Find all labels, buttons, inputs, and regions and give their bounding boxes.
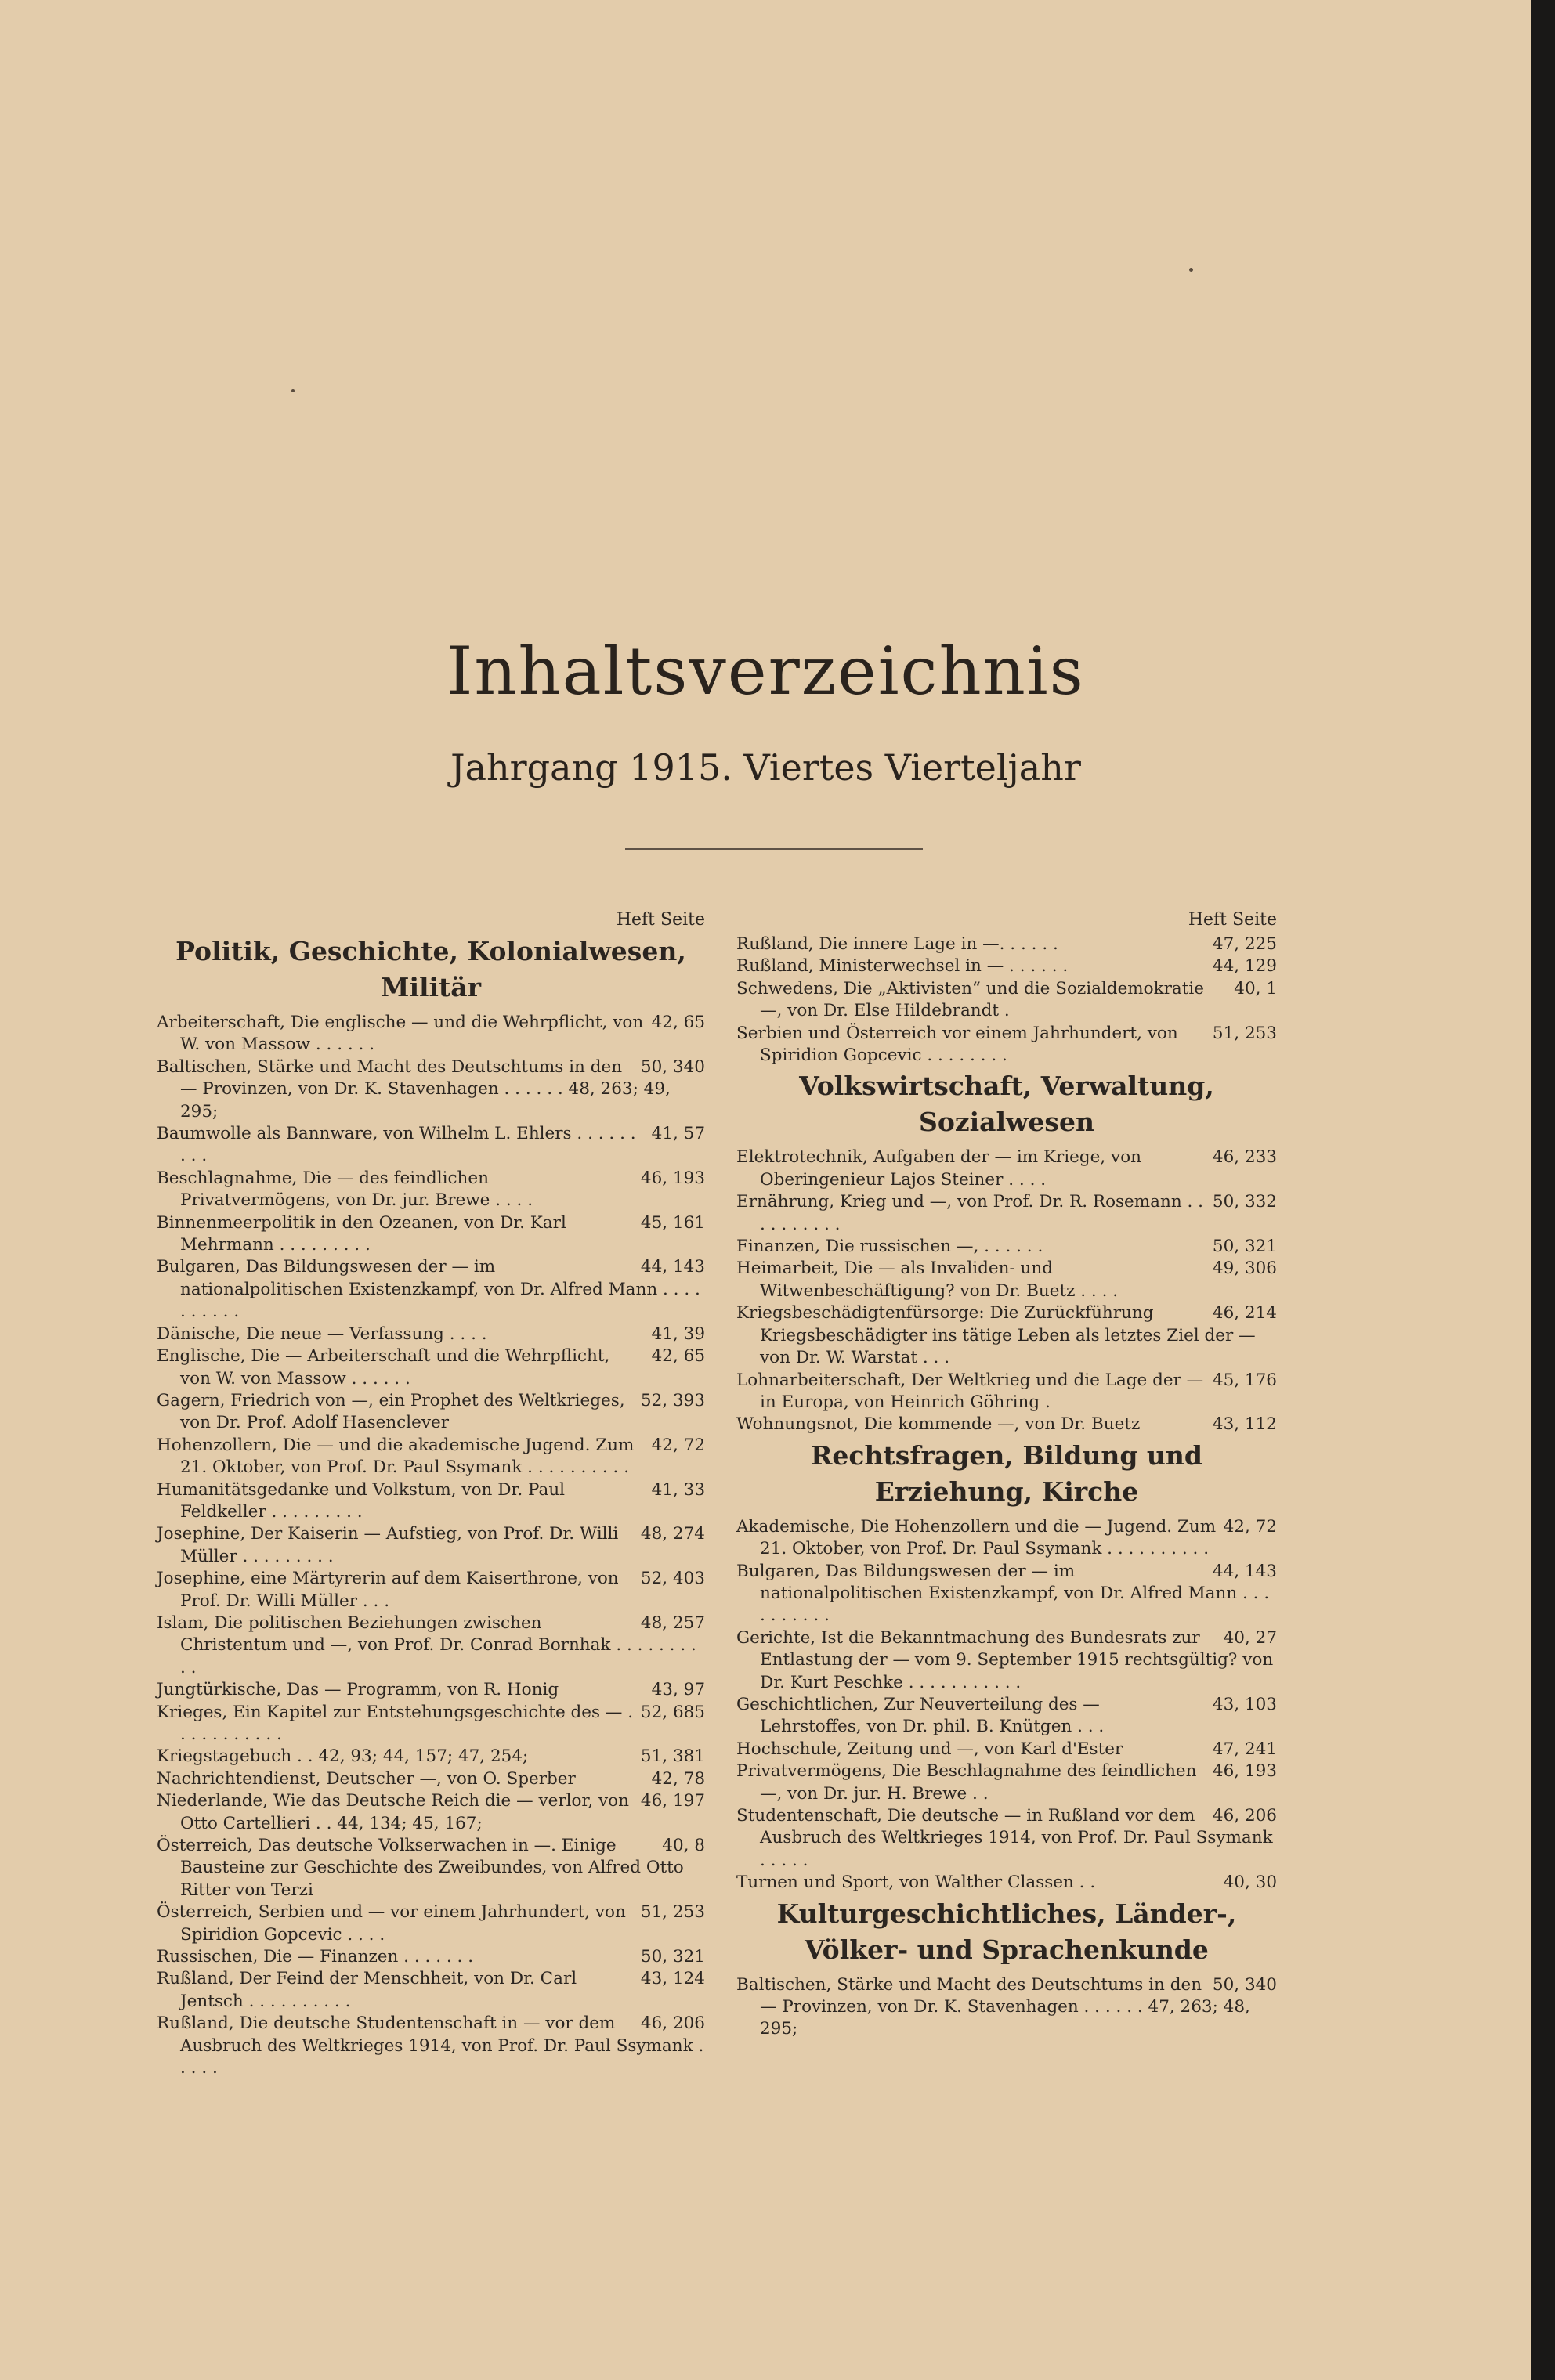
toc-entry [157, 1168, 705, 1212]
column-header: Heft Seite [616, 910, 705, 930]
entry-issue-page: 41, 33 [651, 1479, 705, 1500]
entry-text: Rußland, Die innere Lage in —. . . . . . [736, 934, 1058, 954]
entry-issue-page: 51, 253 [640, 1902, 705, 1923]
entry-text: Baltischen, Stärke und Macht des Deutschtums in den — Provinzen, von Dr. K. Stavenhagen . . . . . . 48, 263; 49, 295; [157, 1056, 671, 1121]
entry-text: Kriegstagebuch . . 42, 93; 44, 157; 47, 254; [157, 1746, 529, 1767]
toc-entry [736, 1561, 1277, 1627]
entry-text: Dänische, Die neue — Verfassung . . . . [157, 1324, 487, 1344]
entry-text: Englische, Die — Arbeiterschaft und die Wehrpflicht, von W. von Massow . . . . . . [157, 1346, 610, 1389]
entry-text: Rußland, Die deutsche Studentenschaft in — vor dem Ausbruch des Weltkrieges 1914, von Prof. Dr. Paul Ssymank . . . . . [157, 2013, 704, 2078]
scan-edge [1531, 0, 1555, 2380]
entry-issue-page: 46, 206 [640, 2013, 705, 2034]
entry-text: Österreich, Serbien und — vor einem Jahrhundert, von Spiridion Gopcevic . . . . [157, 1902, 626, 1945]
entry-issue-page: 51, 253 [1212, 1023, 1277, 1043]
toc-entry [157, 1012, 705, 1056]
entry-text: Bulgaren, Das Bildungswesen der — im nationalpolitischen Existenzkampf, von Dr. Alfred Mann . . . . . . . . . . [736, 1561, 1270, 1626]
entry-issue-page: 46, 206 [1212, 1806, 1277, 1826]
toc-entry [157, 1768, 705, 1790]
entry-issue-page: 50, 340 [1212, 1974, 1277, 1995]
page-title: Inhaltsverzeichnis [447, 633, 1085, 710]
toc-entry [736, 1258, 1277, 1302]
entry-text: Rußland, Ministerwechsel in — . . . . . . [736, 956, 1069, 977]
toc-entry [157, 1435, 705, 1479]
entry-issue-page: 40, 8 [662, 1836, 705, 1856]
toc-entry [736, 1974, 1277, 2041]
entry-text: Baltischen, Stärke und Macht des Deutschtums in den — Provinzen, von Dr. K. Stavenhagen . . . . . . 47, 263; 48, 295; [736, 1974, 1250, 2039]
entry-text: Josephine, eine Märtyrerin auf dem Kaiserthrone, von Prof. Dr. Willi Müller . . . [157, 1569, 619, 1611]
entry-text: Akademische, Die Hohenzollern und die — Jugend. Zum 21. Oktober, von Prof. Dr. Paul Ssymank . . . . . . . . . . [736, 1516, 1217, 1559]
entry-issue-page: 40, 27 [1223, 1627, 1277, 1648]
entry-text: Heimarbeit, Die — als Invaliden- und Witwenbeschäftigung? von Dr. Buetz . . . . [736, 1259, 1119, 1301]
entry-text: Russischen, Die — Finanzen . . . . . . . [157, 1947, 474, 1967]
toc-entry [736, 1627, 1277, 1694]
entry-issue-page: 50, 332 [1212, 1192, 1277, 1212]
section-heading: Politik, Geschichte, Kolonialwesen, Militär [175, 936, 686, 1002]
entry-text: Privatvermögens, Die Beschlagnahme des feindlichen —, von Dr. jur. H. Brewe . . [736, 1761, 1197, 1804]
entry-text: Wohnungsnot, Die kommende —, von Dr. Buetz [736, 1414, 1141, 1435]
entry-issue-page: 52, 685 [640, 1702, 705, 1722]
toc-entry [157, 1613, 705, 1679]
toc-entry [157, 1790, 705, 1835]
entry-issue-page: 51, 381 [640, 1746, 705, 1767]
entry-issue-page: 41, 57 [651, 1124, 705, 1144]
entry-text: Binnenmeerpolitik in den Ozeanen, von Dr. Karl Mehrmann . . . . . . . . . [157, 1212, 566, 1255]
toc-entry [157, 1523, 705, 1568]
section-heading: Rechtsfragen, Bildung und Erziehung, Kirche [811, 1439, 1202, 1507]
entry-issue-page: 42, 72 [1223, 1516, 1277, 1537]
entry-issue-page: 42, 78 [651, 1768, 705, 1789]
left-column [157, 910, 705, 2080]
toc-entry [736, 1872, 1277, 1894]
entry-issue-page: 42, 72 [651, 1435, 705, 1455]
toc-entry [157, 1946, 705, 1968]
entry-text: Finanzen, Die russischen —, . . . . . . [736, 1237, 1043, 1257]
toc-entry [736, 1805, 1277, 1872]
entry-issue-page: 50, 340 [640, 1056, 705, 1077]
toc-entry [736, 955, 1277, 977]
entry-issue-page: 43, 97 [651, 1680, 705, 1700]
toc-entry [736, 1739, 1277, 1761]
entry-text: Hohenzollern, Die — und die akademische Jugend. Zum 21. Oktober, von Prof. Dr. Paul Ssymank . . . . . . . . . . [157, 1435, 635, 1478]
entry-text: Arbeiterschaft, Die englische — und die Wehrpflicht, von W. von Massow . . . . . . [157, 1013, 644, 1055]
entry-text: Lohnarbeiterschaft, Der Weltkrieg und die Lage der — in Europa, von Heinrich Göhring . [736, 1370, 1204, 1412]
toc-entry [157, 1679, 705, 1701]
toc-entry [736, 1370, 1277, 1414]
toc-entry [736, 1414, 1277, 1436]
entry-issue-page: 43, 124 [640, 1969, 705, 1989]
entry-text: Serbien und Österreich vor einem Jahrhundert, von Spiridion Gopcevic . . . . . . . . [736, 1023, 1178, 1066]
toc-entry [157, 1324, 705, 1345]
toc-entry [736, 934, 1277, 955]
entry-text: Baumwolle als Bannware, von Wilhelm L. Ehlers . . . . . . . . . [157, 1124, 636, 1166]
toc-entry [736, 1236, 1277, 1258]
right-column [736, 910, 1277, 2041]
entry-issue-page: 46, 193 [640, 1168, 705, 1188]
entry-issue-page: 45, 176 [1212, 1370, 1277, 1390]
entry-issue-page: 47, 225 [1212, 934, 1277, 954]
entry-issue-page: 42, 65 [651, 1346, 705, 1367]
entry-issue-page: 48, 274 [640, 1524, 705, 1544]
entry-issue-page: 42, 65 [651, 1013, 705, 1032]
toc-entry [736, 978, 1277, 1023]
entry-issue-page: 40, 1 [1234, 978, 1277, 999]
entry-text: Islam, Die politischen Beziehungen zwischen Christentum und —, von Prof. Dr. Conrad Bornhak . . . . . . . . . . [157, 1613, 696, 1678]
entry-issue-page: 44, 143 [640, 1257, 705, 1277]
toc-entry [157, 1123, 705, 1168]
entry-issue-page: 50, 321 [640, 1947, 705, 1967]
entry-text: Geschichtlichen, Zur Neuverteilung des — Lehrstoffes, von Dr. phil. B. Knütgen . . . [736, 1694, 1105, 1737]
toc-entry [157, 1212, 705, 1257]
entry-text: Elektrotechnik, Aufgaben der — im Kriege, von Oberingenieur Lajos Steiner . . . . [736, 1147, 1141, 1190]
entry-text: Turnen und Sport, von Walther Classen . . [736, 1873, 1096, 1893]
entry-issue-page: 46, 233 [1212, 1147, 1277, 1168]
toc-entry [157, 1702, 705, 1746]
page-subtitle: Jahrgang 1915. Viertes Vierteljahr [450, 746, 1081, 789]
entry-issue-page: 52, 403 [640, 1569, 705, 1589]
entry-text: Hochschule, Zeitung und —, von Karl d'Ester [736, 1739, 1123, 1759]
speck [1189, 268, 1193, 272]
entry-text: Rußland, Der Feind der Menschheit, von Dr. Carl Jentsch . . . . . . . . . . [157, 1969, 577, 2011]
entry-text: Österreich, Das deutsche Volkserwachen in —. Einige Bausteine zur Geschichte des Zweibundes, von Alfred Otto Ritter von Terzi [157, 1836, 684, 1900]
entry-text: Jungtürkische, Das — Programm, von R. Honig [157, 1680, 559, 1700]
entry-text: Krieges, Ein Kapitel zur Entstehungsgeschichte des — . . . . . . . . . . . [157, 1702, 634, 1744]
entry-issue-page: 46, 214 [1212, 1303, 1277, 1324]
divider-rule [625, 848, 923, 850]
entry-text: Studentenschaft, Die deutsche — in Rußland vor dem Ausbruch des Weltkrieges 1914, von Prof. Dr. Paul Ssymank . . . . . [736, 1806, 1273, 1870]
column-header: Heft Seite [1188, 910, 1277, 930]
toc-entry [736, 1191, 1277, 1236]
entry-issue-page: 52, 393 [640, 1390, 705, 1410]
entry-issue-page: 41, 39 [651, 1324, 705, 1344]
speck [291, 389, 295, 392]
entry-text: Beschlagnahme, Die — des feindlichen Privatvermögens, von Dr. jur. Brewe . . . . [157, 1168, 533, 1211]
entry-text: Nachrichtendienst, Deutscher —, von O. Sperber [157, 1768, 576, 1789]
entry-issue-page: 48, 257 [640, 1613, 705, 1633]
toc-entry [157, 1056, 705, 1123]
toc-entry [157, 1746, 705, 1768]
entry-text: Humanitätsgedanke und Volkstum, von Dr. Paul Feldkeller . . . . . . . . . [157, 1479, 566, 1522]
entry-text: Gagern, Friedrich von —, ein Prophet des Weltkrieges, von Dr. Prof. Adolf Hasenclever [157, 1390, 625, 1433]
entry-issue-page: 50, 321 [1212, 1237, 1277, 1257]
entry-text: Niederlande, Wie das Deutsche Reich die — verlor, von Otto Cartellieri . . 44, 134; 45, 167; [157, 1791, 629, 1833]
entry-issue-page: 44, 143 [1212, 1561, 1277, 1581]
toc-entry [157, 1256, 705, 1323]
toc-entry [157, 1835, 705, 1901]
entry-issue-page: 44, 129 [1212, 956, 1277, 977]
toc-entry [157, 1568, 705, 1613]
entry-text: Josephine, Der Kaiserin — Aufstieg, von Prof. Dr. Willi Müller . . . . . . . . . [157, 1524, 619, 1566]
entry-issue-page: 45, 161 [640, 1212, 705, 1233]
toc-entry [157, 1968, 705, 2013]
toc-entry [157, 1390, 705, 1435]
entry-issue-page: 47, 241 [1212, 1739, 1277, 1759]
entry-text: Kriegsbeschädigtenfürsorge: Die Zurückführung Kriegsbeschädigter ins tätige Leben als letztes Ziel der — von Dr. W. Warstat . . . [736, 1303, 1256, 1368]
entry-issue-page: 49, 306 [1212, 1259, 1277, 1279]
section-heading: Volkswirtschaft, Verwaltung, Sozialwesen [799, 1071, 1214, 1138]
section-heading: Kulturgeschichtliches, Länder-, Völker- und Sprachenkunde [776, 1898, 1237, 1965]
toc-entry [157, 1345, 705, 1390]
toc-entry [736, 1147, 1277, 1191]
entry-text: Ernährung, Krieg und —, von Prof. Dr. R. Rosemann . . . . . . . . . . [736, 1192, 1204, 1234]
entry-issue-page: 43, 112 [1212, 1414, 1277, 1435]
entry-issue-page: 46, 193 [1212, 1761, 1277, 1782]
entry-text: Schwedens, Die „Aktivisten“ und die Sozialdemokratie —, von Dr. Else Hildebrandt . [736, 978, 1204, 1021]
toc-entry [736, 1302, 1277, 1369]
toc-entry [157, 1901, 705, 1946]
toc-entry [736, 1516, 1277, 1561]
toc-entry [157, 2013, 705, 2079]
entry-issue-page: 43, 103 [1212, 1694, 1277, 1714]
entry-text: Bulgaren, Das Bildungswesen der — im nationalpolitischen Existenzkampf, von Dr. Alfred Mann . . . . . . . . . . [157, 1257, 700, 1322]
entry-issue-page: 46, 197 [640, 1791, 705, 1811]
entry-issue-page: 40, 30 [1223, 1873, 1277, 1893]
toc-entry [736, 1023, 1277, 1067]
toc-entry [736, 1694, 1277, 1739]
entry-text: Gerichte, Ist die Bekanntmachung des Bundesrats zur Entlastung der — vom 9. September 1915 rechtsgültig? von Dr. Kurt Peschke . . . . . . . . . . . [736, 1627, 1274, 1692]
toc-entry [736, 1761, 1277, 1805]
toc-entry [157, 1479, 705, 1524]
